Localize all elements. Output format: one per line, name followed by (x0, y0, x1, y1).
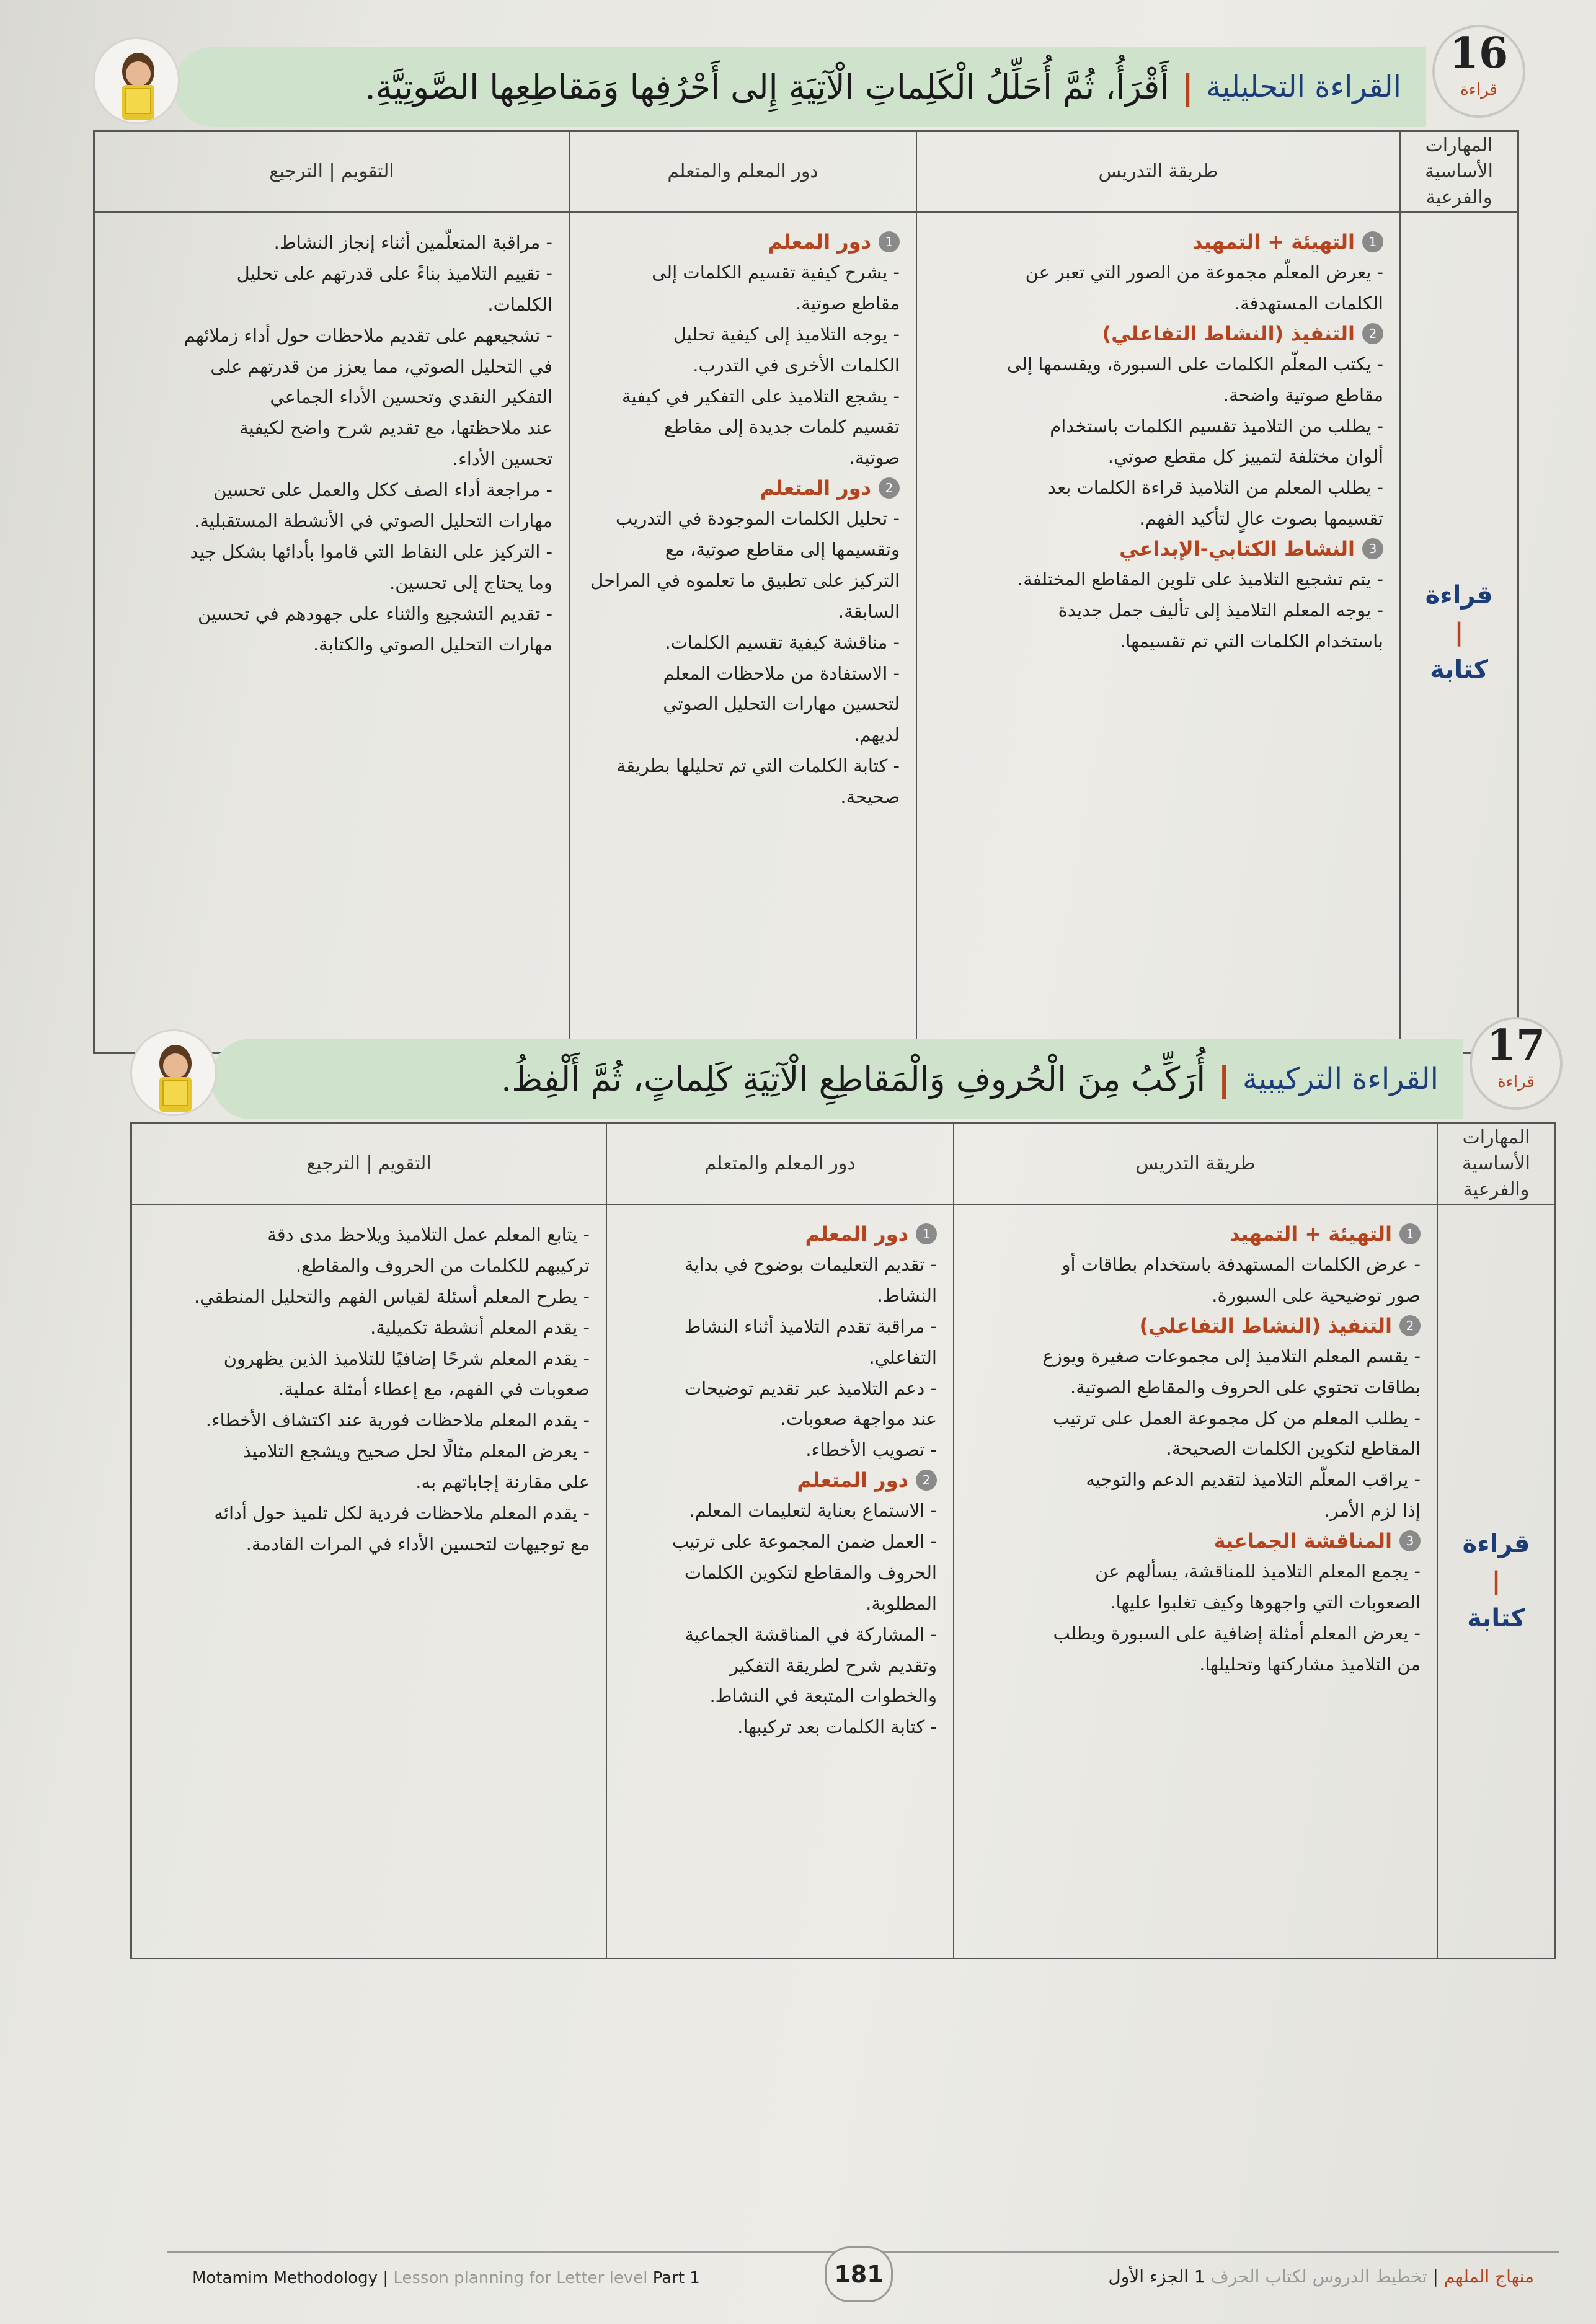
section-number-badge: 2 (879, 477, 900, 499)
roles-cell (569, 213, 916, 1052)
lesson-17 (130, 1017, 1556, 1959)
skill-reading-label: قراءة (1462, 1530, 1530, 1558)
text-line: - يتابع المعلم عمل التلاميذ ويلاحظ مدى دقة (267, 1224, 590, 1245)
header-method-label: طريقة التدريس (1098, 161, 1218, 182)
footer-separator: | (383, 2269, 389, 2287)
text-line: - يطرح المعلم أسئلة لقياس الفهم والتحليل المنطقي. (193, 1285, 590, 1307)
text-line: باستخدام الكلمات التي تم تقسيمها. (1120, 630, 1383, 652)
text-line: النشاط. (877, 1284, 937, 1306)
lesson-kind: القراءة التحليلية (1206, 69, 1401, 104)
text-line: عند مواجهة صعوبات. (780, 1408, 937, 1430)
text-line: التفكير النقدي وتحسين الأداء الجماعي (270, 386, 552, 408)
text-line: المطلوبة. (866, 1592, 937, 1614)
text-line: التفاعلي. (869, 1346, 937, 1368)
reading-girl-icon (93, 37, 180, 124)
lesson-instruction: أُرَكِّبُ مِنَ الْحُروفِ وَالْمَقاطِعِ الْآتِيَةِ كَلِماتٍ، ثُمَّ أَلْفِظُ. (501, 1059, 1206, 1099)
section-title (586, 230, 900, 254)
text-line: مهارات التحليل الصوتي في الأنشطة المستقبلية. (194, 510, 552, 531)
text-line: - المشاركة في المناقشة الجماعية (685, 1623, 937, 1645)
title-separator: | (1181, 67, 1194, 107)
header-skills (1399, 132, 1517, 213)
text-line: لتحسين مهارات التحليل الصوتي (663, 693, 900, 715)
text-line: الكلمات. (487, 293, 552, 315)
section-heading: التنفيذ (النشاط التفاعلي) (1102, 321, 1355, 345)
section-title (933, 230, 1383, 254)
text-line: - يطلب المعلم من كل مجموعة العمل على ترتيب (1053, 1407, 1421, 1429)
footer-subtitle-ar: تخطيط الدروس لكتاب الحرف (1210, 2266, 1427, 2287)
text-line: - كتابة الكلمات التي تم تحليلها بطريقة (616, 755, 900, 777)
text-line: إذا لزم الأمر. (1324, 1500, 1421, 1522)
section-title (933, 537, 1383, 561)
text-line: مقاطع صوتية واضحة. (1223, 384, 1383, 406)
text-line: تركيبهم للكلمات من الحروف والمقاطع. (295, 1254, 590, 1276)
section-title (970, 1222, 1421, 1246)
section-heading: التهيئة + التمهيد (1192, 230, 1355, 254)
lesson-instruction: أَقْرَأُ، ثُمَّ أُحَلِّلُ الْكَلِماتِ الْآتِيَةِ إِلى أَحْرُفِها وَمَقاطِعِها الصَّوتِيَّةِ. (365, 67, 1169, 107)
text-line: صوتية. (849, 447, 900, 469)
evaluation-cell (132, 1205, 606, 1958)
skill-reading: قراءة | (1462, 1530, 1530, 1595)
text-line: - يراقب المعلّم التلاميذ لتقديم الدعم والتوجيه (1086, 1469, 1421, 1491)
lesson-number: 17 (1486, 1021, 1546, 1070)
footer-brand-en: Motamim Methodology (192, 2269, 378, 2287)
text-line: - يعرض المعلم أمثلة إضافية على السبورة ويطلب (1053, 1622, 1421, 1644)
text-line: - تحليل الكلمات الموجودة في التدريب (615, 508, 900, 530)
text-line: - يقدم المعلم أنشطة تكميلية. (370, 1316, 590, 1338)
lesson-number: 16 (1449, 29, 1509, 78)
skill-cell (1399, 213, 1517, 1052)
section-title (586, 476, 900, 500)
evaluation-cell (95, 213, 569, 1052)
text-line: في التحليل الصوتي، مما يعزز من قدرتهم على (210, 355, 552, 377)
section-heading: النشاط الكتابي-الإبداعي (1119, 537, 1355, 561)
section-number-badge: 1 (879, 231, 900, 252)
text-line: - تصويب الأخطاء. (805, 1439, 937, 1461)
lesson-plan-table (93, 130, 1519, 1054)
section-number-badge: 1 (1399, 1223, 1421, 1244)
footer-subtitle-en: Lesson planning for Letter level (393, 2269, 648, 2287)
header-method (953, 1124, 1437, 1205)
section-title (970, 1314, 1421, 1337)
text-line: - الاستماع بعناية لتعليمات المعلم. (689, 1500, 937, 1522)
footer-part-en: Part 1 (652, 2269, 700, 2287)
text-line: - مراقبة تقدم التلاميذ أثناء النشاط (684, 1315, 937, 1337)
lesson-number-label: قراءة (1497, 1073, 1535, 1091)
section-number-badge: 3 (1399, 1530, 1421, 1551)
text-line: تحسين الأداء. (452, 448, 552, 470)
footer-separator: | (1432, 2266, 1439, 2287)
text-line: - مراجعة أداء الصف ككل والعمل على تحسين (213, 479, 552, 500)
lesson-number-badge (1432, 25, 1525, 118)
page-footer (167, 2251, 1559, 2307)
header-method (916, 132, 1399, 213)
header-evaluation-label: التقويم | الترجيع (306, 1153, 432, 1174)
text-line: تقسيم كلمات جديدة إلى مقاطع (663, 416, 900, 438)
section-number-badge: 1 (1362, 231, 1383, 252)
text-line: - الاستفادة من ملاحظات المعلم (663, 662, 900, 684)
text-line: صعوبات في الفهم، مع إعطاء أمثلة عملية. (278, 1378, 590, 1400)
method-cell (953, 1205, 1437, 1958)
text-line: - دعم التلاميذ عبر تقديم توضيحات (684, 1377, 937, 1399)
footer-part-ar: 1 الجزء الأول (1108, 2266, 1205, 2287)
text-line: لديهم. (853, 724, 900, 746)
text-line: - عرض الكلمات المستهدفة باستخدام بطاقات أو (1062, 1254, 1421, 1275)
page-number: 181 (825, 2246, 893, 2302)
text-line: - يتم تشجيع التلاميذ على تلوين المقاطع المختلفة. (1017, 569, 1383, 590)
text-line: الصعوبات التي واجهوها وكيف تغلبوا عليها. (1110, 1591, 1421, 1613)
text-line: والخطوات المتبعة في النشاط. (709, 1685, 937, 1707)
text-line: مهارات التحليل الصوتي والكتابة. (313, 634, 552, 655)
text-line: - يقسم المعلم التلاميذ إلى مجموعات صغيرة ويوزع (1042, 1345, 1421, 1367)
text-line: - يطلب من التلاميذ تقسيم الكلمات باستخدام (1050, 415, 1383, 437)
section-number-badge: 2 (1362, 323, 1383, 344)
text-line: وتقديم شرح لطريقة التفكير (729, 1654, 937, 1676)
lesson-kind: القراءة التركيبية (1242, 1062, 1439, 1096)
skill-writing: كتابة (1467, 1604, 1525, 1633)
section-heading: المناقشة الجماعية (1213, 1529, 1392, 1553)
section-title (623, 1222, 937, 1246)
text-line: - يوجه التلاميذ إلى كيفية تحليل (673, 323, 900, 345)
footer-brand-ar: منهاج الملهم (1443, 2266, 1534, 2287)
section-heading: التنفيذ (النشاط التفاعلي) (1139, 1313, 1392, 1337)
text-line: السابقة. (838, 600, 900, 622)
text-line: عند ملاحظتها، مع تقديم شرح واضح لكيفية (239, 417, 552, 439)
text-line: - يوجه المعلم التلاميذ إلى تأليف جمل جديدة (1058, 599, 1383, 621)
text-line: تقسيمها بصوت عالٍ لتأكيد الفهم. (1139, 508, 1383, 530)
header-roles-label: دور المعلم والمتعلم (667, 161, 818, 182)
text-line: وتقسيمها إلى مقاطع صوتية، مع (665, 539, 900, 560)
text-line: - يعرض المعلم مثالًا لحل صحيح ويشجع التلاميذ (242, 1440, 590, 1462)
section-heading: التهيئة + التمهيد (1230, 1222, 1392, 1246)
header-evaluation (95, 132, 569, 213)
text-line: - تشجيعهم على تقديم ملاحظات حول أداء زملائهم (184, 324, 552, 346)
section-heading: دور المعلم (768, 230, 871, 254)
section-heading: دور المتعلم (760, 476, 871, 500)
section-heading: دور المتعلم (797, 1468, 908, 1492)
lesson-plan-table (130, 1122, 1556, 1959)
text-line: - مراقبة المتعلّمين أثناء إنجاز النشاط. (273, 232, 552, 253)
text-line: الكلمات الأخرى في التدرب. (693, 354, 900, 376)
text-line: - يجمع المعلم التلاميذ للمناقشة، يسألهم عن (1095, 1561, 1421, 1582)
text-line: - يشجع التلاميذ على التفكير في كيفية (621, 385, 900, 407)
lesson-16 (93, 25, 1519, 1054)
method-cell (916, 213, 1399, 1052)
text-line: من التلاميذ مشاركتها وتحليلها. (1199, 1653, 1421, 1675)
header-roles (606, 1124, 953, 1205)
lesson-number-badge (1470, 1017, 1563, 1110)
text-line: - يقدم المعلم ملاحظات فردية لكل تلميذ حول أدائه (214, 1502, 590, 1523)
skill-reading: قراءة | (1425, 581, 1493, 647)
text-line: - التركيز على النقاط التي قاموا بأدائها بشكل جيد (190, 541, 552, 562)
section-title (623, 1468, 937, 1492)
text-line: - تقديم التعليمات بوضوح في بداية (684, 1254, 937, 1275)
text-line: - يشرح كيفية تقسيم الكلمات إلى (652, 262, 900, 283)
lesson-title-band (211, 1039, 1463, 1119)
text-line: التركيز على تطبيق ما تعلموه في المراحل (590, 569, 900, 591)
skill-reading-label: قراءة (1425, 581, 1493, 610)
text-line: المقاطع لتكوين الكلمات الصحيحة. (1166, 1438, 1421, 1460)
text-line: - يعرض المعلّم مجموعة من الصور التي تعبر عن (1025, 262, 1383, 283)
section-heading: دور المعلم (805, 1222, 908, 1246)
skill-cell (1437, 1205, 1554, 1958)
text-line: صور توضيحية على السبورة. (1212, 1284, 1421, 1306)
header-method-label: طريقة التدريس (1135, 1153, 1256, 1174)
section-title (970, 1529, 1421, 1553)
text-line: صحيحة. (840, 786, 900, 807)
reading-girl-icon (130, 1029, 217, 1116)
footer-english (192, 2269, 700, 2287)
text-line: الكلمات المستهدفة. (1234, 292, 1383, 314)
text-line: على مقارنة إجاباتهم به. (415, 1471, 590, 1492)
skill-writing: كتابة (1430, 655, 1488, 684)
text-line: - يقدم المعلم شرحًا إضافيًا للتلاميذ الذين يظهرون (223, 1347, 590, 1369)
text-line: - مناقشة كيفية تقسيم الكلمات. (665, 631, 900, 653)
header-skills-label: المهارات الأساسية والفرعية (1425, 135, 1493, 208)
text-line: وما يحتاج إلى تحسين. (389, 572, 552, 593)
text-line: - تقديم التشجيع والثناء على جهودهم في تحسين (198, 603, 552, 624)
text-line: - تقييم التلاميذ بناءً على قدرتهم على تحليل (236, 262, 552, 284)
header-evaluation-label: التقويم | الترجيع (269, 161, 394, 182)
header-roles (569, 132, 916, 213)
text-line: - كتابة الكلمات بعد تركيبها. (737, 1716, 937, 1738)
text-line: ألوان مختلفة لتمييز كل مقطع صوتي. (1107, 446, 1383, 468)
roles-cell (606, 1205, 953, 1958)
section-number-badge: 1 (916, 1223, 937, 1244)
section-title (933, 322, 1383, 345)
text-line: بطاقات تحتوي على الحروف والمقاطع الصوتية. (1070, 1376, 1421, 1398)
text-line: الحروف والمقاطع لتكوين الكلمات (684, 1561, 937, 1583)
title-separator: | (1218, 1059, 1230, 1099)
text-line: مقاطع صوتية. (796, 292, 900, 314)
section-number-badge: 2 (916, 1470, 937, 1491)
header-skills-label: المهارات الأساسية والفرعية (1462, 1127, 1530, 1200)
footer-arabic (1108, 2266, 1534, 2287)
text-line: - يكتب المعلّم الكلمات على السبورة، ويقسمها إلى (1006, 353, 1383, 375)
section-number-badge: 2 (1399, 1315, 1421, 1336)
text-line: - العمل ضمن المجموعة على ترتيب (672, 1531, 937, 1552)
text-line: - يقدم المعلم ملاحظات فورية عند اكتشاف الأخطاء. (205, 1409, 590, 1431)
header-evaluation (132, 1124, 606, 1205)
text-line: مع توجيهات لتحسين الأداء في المرات القادمة. (246, 1533, 590, 1555)
text-line: - يطلب المعلم من التلاميذ قراءة الكلمات بعد (1048, 477, 1383, 499)
lesson-number-label: قراءة (1460, 81, 1497, 99)
header-roles-label: دور المعلم والمتعلم (704, 1153, 856, 1174)
header-skills (1437, 1124, 1554, 1205)
lesson-title-band (174, 47, 1426, 127)
section-number-badge: 3 (1362, 538, 1383, 559)
